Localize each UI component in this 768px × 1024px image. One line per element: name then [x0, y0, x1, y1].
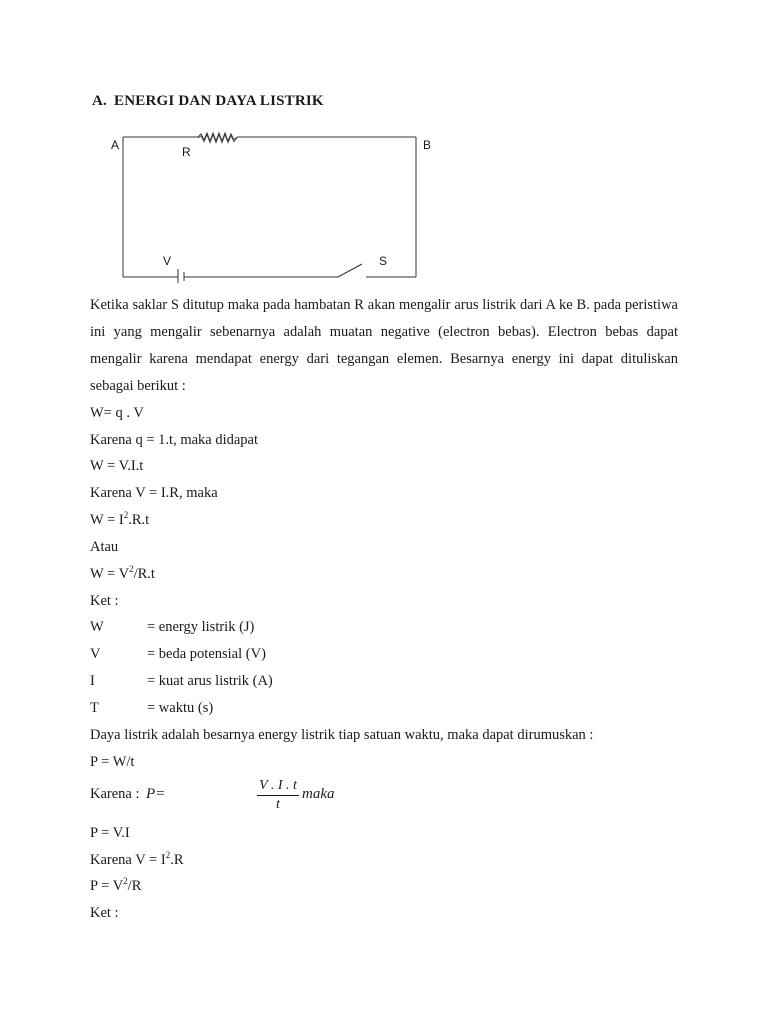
- section-title: ENERGI DAN DAYA LISTRIK: [114, 93, 324, 109]
- fraction-denominator: t: [276, 797, 280, 812]
- daya-intro: Daya listrik adalah besarnya energy listrik tiap satuan waktu, maka dapat dirumuskan :: [90, 727, 594, 743]
- fraction-numerator: V . I . t: [257, 777, 299, 796]
- section-number: A.: [92, 93, 107, 109]
- formula-w-i2rt: [90, 507, 149, 534]
- ket-row: [90, 641, 266, 668]
- karena-label: Karena :: [90, 786, 140, 802]
- formula-p-vi: P = V.I: [90, 825, 130, 841]
- formula-text: /R.t: [133, 566, 155, 582]
- superscript: 2: [165, 850, 171, 860]
- formula-text: W = V: [90, 566, 130, 582]
- ket-description: = kuat arus listrik (A): [147, 673, 273, 689]
- formula-text: Karena V = I: [90, 852, 166, 868]
- formula-text: W = I: [90, 512, 124, 528]
- label-b: B: [423, 138, 432, 152]
- ket-row: [90, 614, 254, 641]
- label-s: S: [379, 254, 388, 268]
- formula-p-v2r: [90, 873, 141, 900]
- label-v: V: [163, 254, 172, 268]
- label-r: R: [182, 145, 191, 159]
- formula-text: .R: [170, 852, 184, 868]
- formula-p-wt: P = W/t: [90, 754, 135, 770]
- p-equals: P=: [146, 786, 166, 802]
- maka-word: maka: [302, 786, 335, 802]
- formula-karena-i2r: [90, 847, 183, 874]
- ket-description: = waktu (s): [147, 700, 214, 716]
- ket-symbol: I: [90, 673, 95, 689]
- superscript: 2: [123, 876, 128, 886]
- ket-row: [90, 695, 213, 722]
- superscript: 2: [123, 510, 129, 520]
- ket-symbol: T: [90, 700, 99, 716]
- intro-paragraph: Ketika saklar S ditutup maka pada hambatan R akan mengalir arus listrik dari A ke B. pada peristiwa ini yang mengalir sebenarnya adalah muatan negative (electron bebas). Electron bebas dapat mengalir karena mendapat energy dari tegangan elemen. Besarnya energy ini dapat dituliskan sebagai berikut :: [90, 297, 678, 394]
- ket-description: = beda potensial (V): [147, 646, 266, 662]
- formula-atau: Atau: [90, 539, 119, 555]
- formula-text: .R.t: [128, 512, 150, 528]
- formula-karena-q: Karena q = 1.t, maka didapat: [90, 432, 259, 448]
- ket-label-2: Ket :: [90, 905, 119, 921]
- fraction: [257, 777, 299, 813]
- switch-lever: [338, 264, 362, 277]
- ket-description: = energy listrik (J): [147, 619, 255, 635]
- circuit-diagram: [100, 125, 430, 285]
- formula-text: /R: [127, 878, 142, 894]
- formula-w-v2rt: [90, 561, 155, 588]
- ket-label-1: Ket :: [90, 593, 119, 609]
- section-heading: [92, 93, 324, 110]
- formula-w-vit: W = V.I.t: [90, 458, 144, 474]
- formula-w-qv: W= q . V: [90, 405, 144, 421]
- label-a: A: [111, 138, 120, 152]
- ket-symbol: V: [90, 646, 101, 662]
- ket-symbol: W: [90, 619, 104, 635]
- ket-row: [90, 668, 273, 695]
- formula-karena-v-ir: Karena V = I.R, maka: [90, 485, 218, 501]
- superscript: 2: [129, 564, 134, 574]
- formula-text: P = V: [90, 878, 124, 894]
